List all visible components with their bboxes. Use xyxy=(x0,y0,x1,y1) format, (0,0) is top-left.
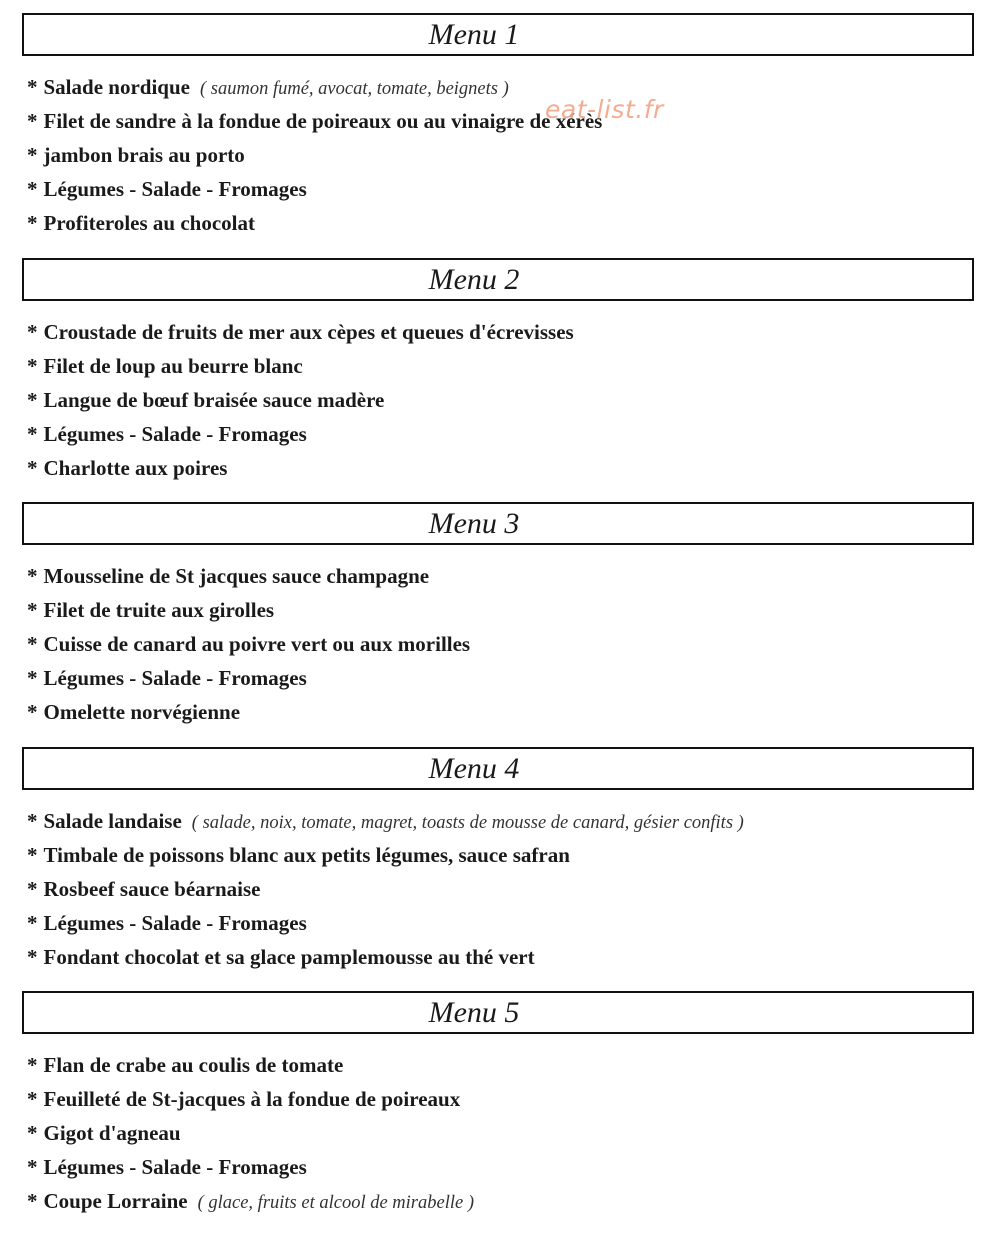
bullet-star: * xyxy=(27,211,38,235)
menu-item xyxy=(27,383,574,417)
menu-item-list xyxy=(27,1048,474,1218)
menu-item xyxy=(27,804,744,838)
menu-header xyxy=(22,13,974,56)
dish-name: Flan de crabe au coulis de tomate xyxy=(43,1053,344,1077)
dish-name: Salade landaise xyxy=(43,809,182,833)
bullet-star: * xyxy=(27,1053,38,1077)
bullet-star: * xyxy=(27,632,38,656)
menu-item-list xyxy=(27,804,744,974)
dish-name: Mousseline de St jacques sauce champagne xyxy=(43,564,430,588)
bullet-star: * xyxy=(27,320,38,344)
dish-name: Légumes - Salade - Fromages xyxy=(43,1155,307,1179)
menu-item xyxy=(27,661,470,695)
bullet-star: * xyxy=(27,911,38,935)
dish-name: Filet de loup au beurre blanc xyxy=(43,354,303,378)
dish-name: Légumes - Salade - Fromages xyxy=(43,177,307,201)
dish-name: Omelette norvégienne xyxy=(43,700,241,724)
dish-name: Timbale de poissons blanc aux petits légumes, sauce safran xyxy=(43,843,570,867)
dish-name: Croustade de fruits de mer aux cèpes et queues d'écrevisses xyxy=(43,320,574,344)
menu-item xyxy=(27,138,602,172)
menu-item xyxy=(27,695,470,729)
dish-name: Légumes - Salade - Fromages xyxy=(43,666,307,690)
dish-name: jambon brais au porto xyxy=(43,143,245,167)
menu-item-list xyxy=(27,70,602,240)
menu-item xyxy=(27,559,470,593)
menu-header xyxy=(22,991,974,1034)
menu-item xyxy=(27,593,470,627)
bullet-star: * xyxy=(27,388,38,412)
menu-item xyxy=(27,1184,474,1218)
menu-item xyxy=(27,940,744,974)
dish-name: Charlotte aux poires xyxy=(43,456,228,480)
bullet-star: * xyxy=(27,843,38,867)
menu-item xyxy=(27,206,602,240)
menu-item xyxy=(27,1116,474,1150)
dish-name: Salade nordique xyxy=(43,75,190,99)
dish-name: Gigot d'agneau xyxy=(43,1121,181,1145)
menu-item xyxy=(27,627,470,661)
menu-header xyxy=(22,258,974,301)
bullet-star: * xyxy=(27,177,38,201)
bullet-star: * xyxy=(27,143,38,167)
menu-title: Menu 4 xyxy=(428,752,520,785)
menu-item xyxy=(27,1082,474,1116)
menu-title: Menu 5 xyxy=(428,996,520,1029)
menu-item-list xyxy=(27,315,574,485)
dish-name: Feuilleté de St-jacques à la fondue de poireaux xyxy=(43,1087,461,1111)
menu-item xyxy=(27,906,744,940)
menu-item xyxy=(27,315,574,349)
bullet-star: * xyxy=(27,1155,38,1179)
menu-title: Menu 1 xyxy=(428,18,520,51)
bullet-star: * xyxy=(27,564,38,588)
bullet-star: * xyxy=(27,598,38,622)
menu-item xyxy=(27,1048,474,1082)
dish-name: Fondant chocolat et sa glace pamplemousse au thé vert xyxy=(43,945,535,969)
dish-note: ( salade, noix, tomate, magret, toasts de mousse de canard, gésier confits ) xyxy=(191,813,744,833)
bullet-star: * xyxy=(27,877,38,901)
dish-name: Légumes - Salade - Fromages xyxy=(43,911,307,935)
menu-item xyxy=(27,70,602,104)
dish-name: Filet de sandre à la fondue de poireaux ou au vinaigre de xérès xyxy=(43,109,603,133)
bullet-star: * xyxy=(27,422,38,446)
menu-header xyxy=(22,502,974,545)
bullet-star: * xyxy=(27,109,38,133)
menu-item xyxy=(27,349,574,383)
menu-item xyxy=(27,838,744,872)
dish-name: Légumes - Salade - Fromages xyxy=(43,422,307,446)
menu-header xyxy=(22,747,974,790)
menu-title: Menu 3 xyxy=(428,507,520,540)
bullet-star: * xyxy=(27,809,38,833)
menu-item-list xyxy=(27,559,470,729)
menu-item xyxy=(27,1150,474,1184)
bullet-star: * xyxy=(27,456,38,480)
menu-item xyxy=(27,172,602,206)
dish-note: ( glace, fruits et alcool de mirabelle ) xyxy=(197,1193,474,1213)
watermark: eat-list.fr xyxy=(545,95,664,124)
dish-name: Rosbeef sauce béarnaise xyxy=(43,877,261,901)
dish-name: Coupe Lorraine xyxy=(43,1189,188,1213)
bullet-star: * xyxy=(27,945,38,969)
bullet-star: * xyxy=(27,1189,38,1213)
dish-note: ( saumon fumé, avocat, tomate, beignets ) xyxy=(199,79,509,99)
menu-item xyxy=(27,417,574,451)
menu-item xyxy=(27,451,574,485)
menu-item xyxy=(27,104,602,138)
dish-name: Langue de bœuf braisée sauce madère xyxy=(43,388,385,412)
bullet-star: * xyxy=(27,666,38,690)
dish-name: Cuisse de canard au poivre vert ou aux morilles xyxy=(43,632,471,656)
bullet-star: * xyxy=(27,75,38,99)
menu-title: Menu 2 xyxy=(428,263,520,296)
menu-item xyxy=(27,872,744,906)
dish-name: Filet de truite aux girolles xyxy=(43,598,275,622)
bullet-star: * xyxy=(27,354,38,378)
bullet-star: * xyxy=(27,1121,38,1145)
bullet-star: * xyxy=(27,1087,38,1111)
bullet-star: * xyxy=(27,700,38,724)
dish-name: Profiteroles au chocolat xyxy=(43,211,256,235)
